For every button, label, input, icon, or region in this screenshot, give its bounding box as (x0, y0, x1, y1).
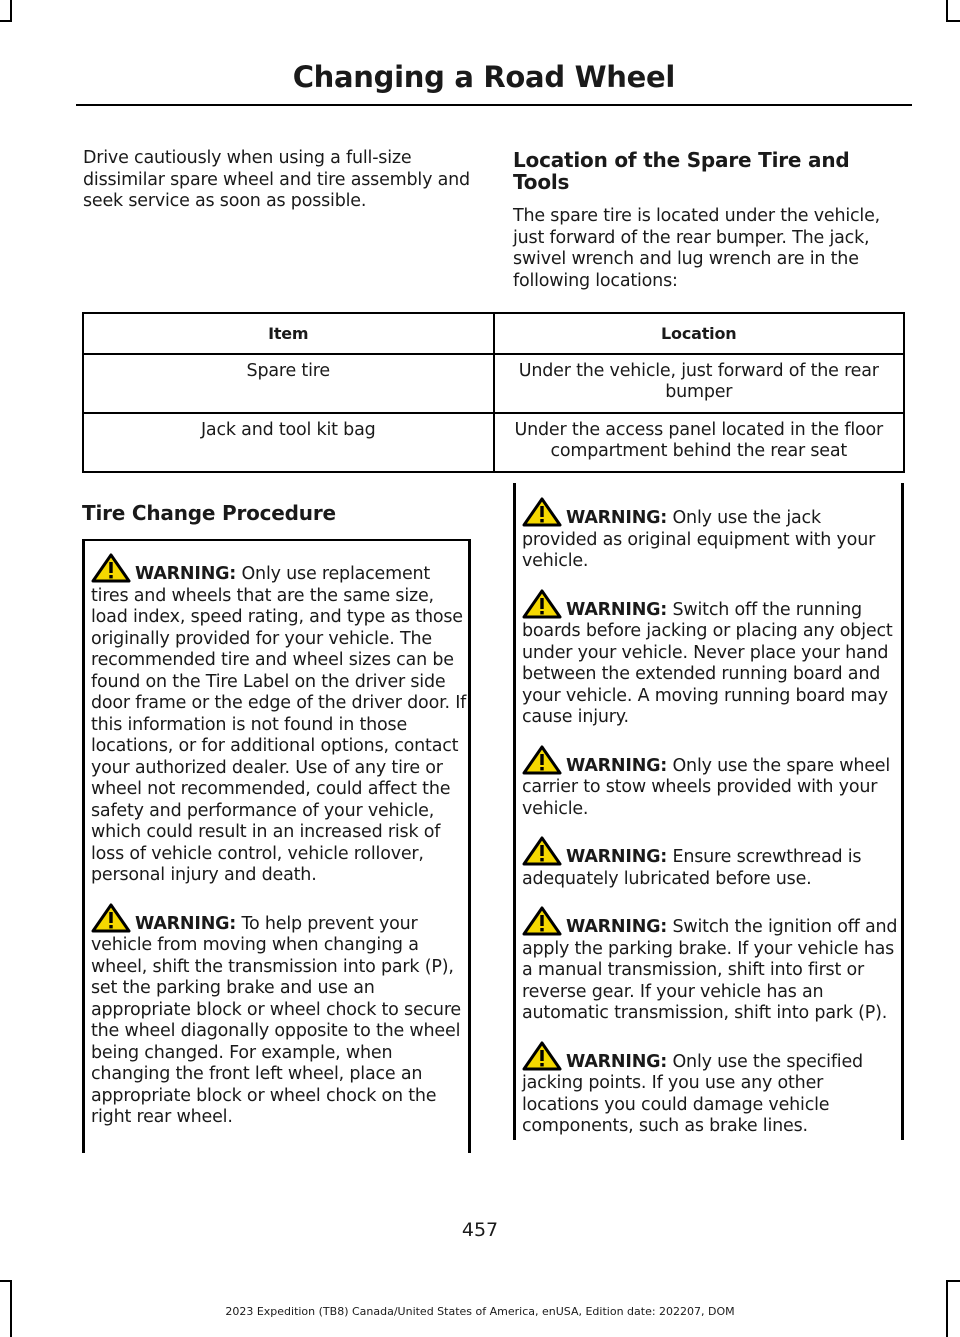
crop-mark (10, 0, 12, 22)
table-cell: Under the vehicle, just forward of the rear bumper (494, 354, 905, 413)
warning-text: To help prevent your vehicle from moving when changing a wheel, shift the transmission into park (P), set the parking brake and use an appropriate block or wheel chock to secure the wheel diagonally opposite to the wheel being changed. For example, when changing the front left wheel, place an appropriate block or wheel chock on the right rear wheel. (91, 913, 462, 1127)
page-footer: 2023 Expedition (TB8) Canada/United States of America, enUSA, Edition date: 202207, DOM (225, 1305, 735, 1318)
right-warning-list (522, 497, 898, 1154)
warning-text: Switch the ignition off and apply the parking brake. If your vehicle has a manual transmission, shift into first or reverse gear. If your vehicle has an automatic transmission, shift into park (P). (522, 917, 898, 1023)
crop-mark (946, 0, 948, 22)
warning-item (91, 553, 467, 887)
location-heading: Location of the Spare Tire and Tools (513, 148, 850, 194)
warning-text: Only use the spare wheel carrier to stow wheels provided with your vehicle. (522, 755, 891, 819)
location-paragraph: The spare tire is located under the vehicle, just forward of the rear bumper. The jack, swivel wrench and lug wrench are in the following locations: (513, 206, 881, 291)
warning-triangle-icon (522, 906, 562, 936)
column-header-item: Item (83, 313, 494, 354)
warning-label: WARNING: (566, 847, 668, 867)
warning-item (522, 589, 898, 729)
table-row (83, 354, 904, 413)
crop-mark (946, 1280, 960, 1282)
crop-mark (0, 20, 12, 22)
warning-label: WARNING: (566, 755, 668, 776)
page-title: Changing a Road Wheel (292, 60, 675, 94)
warning-label: WARNING: (135, 913, 237, 934)
warning-text: Ensure screwthread is adequately lubricated before use. (522, 847, 862, 889)
header-divider (76, 104, 912, 106)
warning-item (522, 906, 898, 1025)
table-cell: Under the access panel located in the floor compartment behind the rear seat (494, 413, 905, 472)
tools-location-table (82, 312, 905, 473)
warning-label: WARNING: (566, 1051, 668, 1072)
warning-text: Only use the jack provided as original equipment with your vehicle. (522, 508, 876, 571)
column-header-location: Location (494, 313, 905, 354)
warning-item (522, 745, 898, 821)
warning-label: WARNING: (566, 917, 668, 937)
warning-item (91, 903, 467, 1129)
warning-text: Only use replacement tires and wheels that are the same size, load index, speed rating, and type as those originally provided for your vehicle. The recommended tire and wheel sizes can be found on the Tire Label on the driver side door frame or the edge of the driver door. If this information is not found in those locations, or for additional options, contact your authorized dealer. Use of any tire or wheel not recommended, could affect the safety and performance of your vehicle, which could result in an increased risk of loss of vehicle control, vehicle rollover, personal injury and death. (91, 564, 467, 885)
procedure-heading: Tire Change Procedure (82, 501, 336, 525)
warning-triangle-icon (522, 1041, 562, 1071)
table-cell: Spare tire (83, 354, 494, 413)
warning-triangle-icon (522, 497, 562, 527)
warning-item (522, 836, 898, 890)
warning-triangle-icon (91, 903, 131, 933)
warning-item (522, 1041, 898, 1138)
warning-label: WARNING: (135, 564, 237, 584)
warning-triangle-icon (91, 553, 131, 583)
warning-triangle-icon (522, 745, 562, 775)
warning-text: Switch off the running boards before jacking or placing any object under your vehicle. Never place your hand between the extended running board and your vehicle. A moving running board may cause injury. (522, 599, 893, 727)
warning-label: WARNING: (566, 599, 668, 620)
table-cell: Jack and tool kit bag (83, 413, 494, 472)
table-header-row (83, 313, 904, 354)
warning-item (522, 497, 898, 573)
crop-mark (946, 20, 960, 22)
right-warning-column (513, 483, 904, 1140)
intro-paragraph: Drive cautiously when using a full-size dissimilar spare wheel and tire assembly and seek service as soon as possible. (83, 148, 470, 211)
page-number: 457 (461, 1219, 499, 1241)
left-warning-list (91, 553, 467, 1145)
warning-triangle-icon (522, 836, 562, 866)
warning-label: WARNING: (566, 508, 668, 528)
warning-triangle-icon (522, 589, 562, 619)
left-warning-box (82, 539, 471, 1153)
table-row (83, 413, 904, 472)
crop-mark (0, 1280, 12, 1282)
warning-text: Only use the specified jacking points. If you use any other locations you could damage vehicle components, such as brake lines. (522, 1051, 863, 1136)
